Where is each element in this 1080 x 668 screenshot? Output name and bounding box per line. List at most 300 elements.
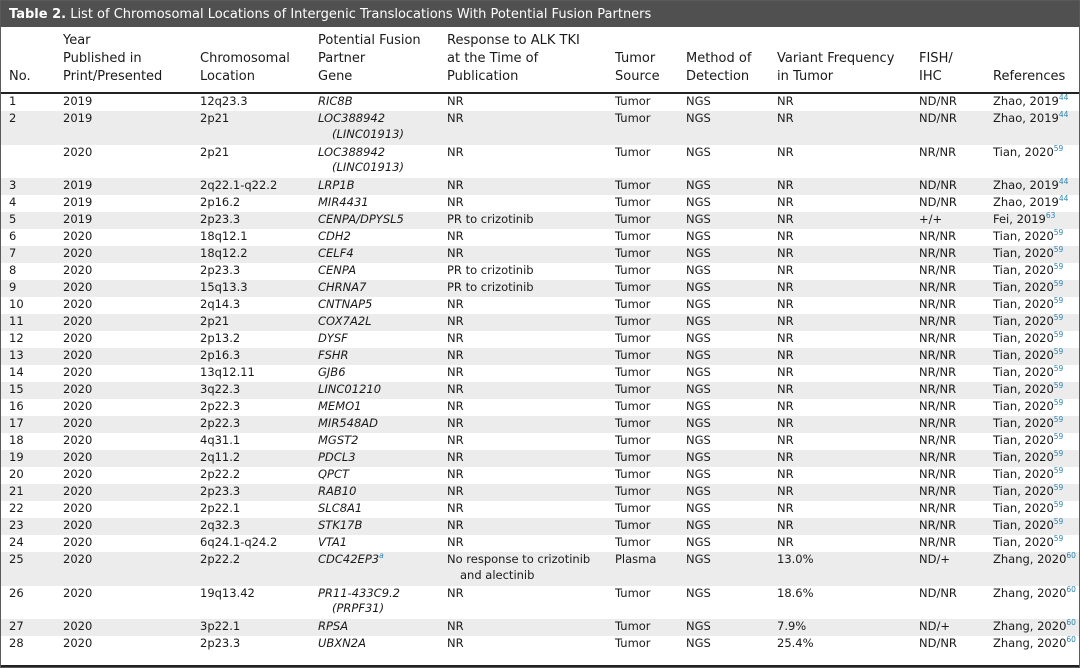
cell-source [615,365,686,382]
gene-name: QPCT [318,467,350,481]
gene-name: PDCL3 [318,450,356,464]
location-value: 2p16.3 [200,348,241,362]
cell-reference [993,314,1079,331]
cell-response [447,111,615,145]
cell-gene [318,450,447,467]
cell-source [615,399,686,416]
citation-link[interactable]: 59 [1053,347,1064,356]
citation-link[interactable]: 59 [1053,449,1064,458]
gene-name: LINC01210 [318,382,382,396]
table-row [1,314,1079,331]
row-number: 18 [9,433,24,447]
cell-fish [919,145,993,179]
response-value: NR [447,111,464,125]
table-row [1,297,1079,314]
cell-method [686,195,777,212]
table-row [1,212,1079,229]
citation-link[interactable]: 59 [1053,483,1064,492]
frequency-value: 18.6% [777,585,814,600]
cell-method [686,246,777,263]
cell-method [686,518,777,535]
location-value: 2p13.2 [200,331,241,345]
cell-source [615,297,686,314]
column-header-line: Method of [686,51,752,66]
cell-gene [318,619,447,636]
cell-fish [919,246,993,263]
row-number: 27 [9,619,24,633]
data-table [1,27,1079,653]
location-value: 19q13.42 [200,585,255,600]
cell-source [615,263,686,280]
cell-location [200,93,318,111]
cell-gene [318,586,447,620]
cell-reference [993,467,1079,484]
source-value: Tumor [615,144,651,159]
cell-gene [318,518,447,535]
cell-reference [993,535,1079,552]
cell-reference [993,416,1079,433]
citation-link[interactable]: 59 [1053,466,1064,475]
cell-frequency [777,382,919,399]
gene-name: PR11-433C9.2 [318,585,400,600]
reference-text: Tian, 2020 [993,518,1054,532]
citation-link[interactable]: 44 [1058,110,1069,119]
column-header-line: Partner [318,51,366,66]
cell-frequency [777,636,919,653]
location-value: 2p23.3 [200,484,241,498]
column-header [686,27,777,93]
cell-fish [919,365,993,382]
reference-text: Tian, 2020 [993,246,1054,260]
table-row [1,178,1079,195]
cell-fish [919,314,993,331]
source-value: Tumor [615,433,651,447]
cell-method [686,552,777,586]
frequency-value: 13.0% [777,552,814,566]
column-header [919,27,993,93]
citation-link[interactable]: 63 [1045,211,1056,220]
gene-name: CDH2 [318,229,351,243]
fish-ihc-value: NR/NR [919,331,957,345]
fish-ihc-value: ND/NR [919,178,957,192]
frequency-value: NR [777,535,794,549]
method-value: NGS [686,297,711,311]
year-value: 2020 [63,348,93,362]
cell-year [63,416,200,433]
citation-link[interactable]: 59 [1053,398,1064,407]
cell-reference [993,433,1079,450]
cell-gene [318,535,447,552]
cell-fish [919,399,993,416]
cell-location [200,297,318,314]
cell-year [63,636,200,653]
gene-name: LOC388942 [318,111,386,125]
fish-ihc-value: NR/NR [919,314,957,328]
cell-frequency [777,552,919,586]
cell-frequency [777,586,919,620]
cell-no [1,636,63,653]
cell-no [1,297,63,314]
cell-method [686,467,777,484]
cell-no [1,450,63,467]
cell-year [63,484,200,501]
gene-name: LOC388942 [318,144,386,159]
cell-method [686,399,777,416]
cell-source [615,501,686,518]
table-row [1,467,1079,484]
cell-response [447,450,615,467]
cell-reference [993,178,1079,195]
cell-gene [318,212,447,229]
location-value: 2p23.3 [200,636,241,650]
row-number: 10 [9,297,24,311]
column-header-line: Print/Presented [63,69,163,84]
citation-link[interactable]: 59 [1053,415,1064,424]
cell-location [200,450,318,467]
cell-year [63,501,200,518]
gene-name: CENPA/DPYSL5 [318,212,404,226]
cell-no [1,145,63,179]
source-value: Tumor [615,331,651,345]
fish-ihc-value: NR/NR [919,450,957,464]
table-row [1,450,1079,467]
response-value: NR [447,585,464,600]
method-value: NGS [686,314,711,328]
year-value: 2020 [63,552,93,566]
cell-source [615,619,686,636]
cell-response [447,467,615,484]
cell-fish [919,93,993,111]
cell-reference [993,586,1079,620]
citation-link[interactable]: 44 [1058,194,1069,203]
cell-fish [919,382,993,399]
column-header-line: Chromosomal [200,51,290,66]
source-value: Plasma [615,552,657,566]
gene-name: RAB10 [318,484,357,498]
row-number: 4 [9,195,17,209]
cell-location [200,229,318,246]
cell-reference [993,450,1079,467]
cell-frequency [777,484,919,501]
cell-location [200,263,318,280]
cell-frequency [777,399,919,416]
row-number: 9 [9,280,17,294]
citation-link[interactable]: 59 [1053,296,1064,305]
year-value: 2020 [63,280,93,294]
year-value: 2020 [63,518,93,532]
footnote-marker[interactable]: a [379,551,384,560]
table-title-bar [1,1,1079,27]
citation-link[interactable]: 60 [1066,551,1076,560]
method-value: NGS [686,178,711,192]
gene-name: MIR548AD [318,416,378,430]
cell-reference [993,246,1079,263]
cell-no [1,331,63,348]
fish-ihc-value: NR/NR [919,348,957,362]
reference-text: Zhao, 2019 [993,178,1059,192]
cell-reference [993,331,1079,348]
cell-method [686,586,777,620]
cell-location [200,246,318,263]
citation-link[interactable]: 60 [1066,618,1076,627]
location-value: 2p22.3 [200,399,241,413]
cell-source [615,111,686,145]
source-value: Tumor [615,535,651,549]
table-header [1,27,1079,93]
source-value: Tumor [615,246,651,260]
cell-gene [318,229,447,246]
cell-frequency [777,331,919,348]
cell-no [1,246,63,263]
method-value: NGS [686,552,711,566]
cell-source [615,246,686,263]
cell-frequency [777,178,919,195]
cell-no [1,484,63,501]
cell-frequency [777,297,919,314]
reference-text: Tian, 2020 [993,382,1054,396]
location-value: 18q12.1 [200,229,248,243]
gene-name: DYSF [318,331,348,345]
cell-year [63,145,200,179]
row-number: 28 [9,636,24,650]
cell-reference [993,518,1079,535]
cell-no [1,93,63,111]
response-value: NR [447,636,464,650]
gene-alias: (PRPF31) [332,601,385,615]
table-row [1,636,1079,653]
table-row [1,501,1079,518]
method-value: NGS [686,518,711,532]
year-value: 2020 [63,144,93,159]
source-value: Tumor [615,314,651,328]
fish-ihc-value: NR/NR [919,246,957,260]
cell-source [615,348,686,365]
cell-source [615,93,686,111]
location-value: 2p22.2 [200,552,241,566]
cell-source [615,433,686,450]
method-value: NGS [686,399,711,413]
table-row [1,229,1079,246]
citation-link[interactable]: 59 [1053,517,1064,526]
cell-method [686,484,777,501]
table-row [1,111,1079,145]
source-value: Tumor [615,518,651,532]
citation-link[interactable]: 59 [1053,143,1064,153]
cell-method [686,280,777,297]
frequency-value: NR [777,144,794,159]
cell-year [63,314,200,331]
cell-no [1,552,63,586]
column-header [777,27,919,93]
response-value: NR [447,467,464,481]
response-value: NR [447,195,464,209]
row-number: 7 [9,246,17,260]
year-value: 2020 [63,314,93,328]
cell-gene [318,416,447,433]
cell-reference [993,297,1079,314]
row-number: 24 [9,535,24,549]
cell-location [200,195,318,212]
frequency-value: NR [777,518,794,532]
reference-text: Tian, 2020 [993,348,1054,362]
cell-response [447,535,615,552]
cell-method [686,535,777,552]
column-header-line: Published in [63,51,142,66]
cell-gene [318,93,447,111]
cell-gene [318,246,447,263]
cell-method [686,636,777,653]
cell-fish [919,619,993,636]
cell-no [1,365,63,382]
frequency-value: NR [777,450,794,464]
response-value: NR [447,331,464,345]
cell-location [200,636,318,653]
fish-ihc-value: NR/NR [919,297,957,311]
citation-link[interactable]: 59 [1053,432,1064,441]
gene-name: UBXN2A [318,636,366,650]
table-row [1,263,1079,280]
response-value: NR [447,382,464,396]
cell-location [200,467,318,484]
cell-frequency [777,535,919,552]
cell-frequency [777,195,919,212]
response-value: NR [447,246,464,260]
cell-no [1,229,63,246]
source-value: Tumor [615,195,651,209]
citation-link[interactable]: 59 [1053,534,1064,543]
method-value: NGS [686,94,711,108]
cell-fish [919,297,993,314]
fish-ihc-value: NR/NR [919,501,957,515]
fish-ihc-value: NR/NR [919,535,957,549]
cell-method [686,348,777,365]
citation-link[interactable]: 59 [1053,279,1064,288]
cell-reference [993,484,1079,501]
cell-response [447,586,615,620]
cell-response [447,280,615,297]
cell-reference [993,229,1079,246]
cell-source [615,636,686,653]
location-value: 3p22.1 [200,619,241,633]
cell-year [63,280,200,297]
column-header-line: References [993,69,1066,84]
reference-text: Tian, 2020 [993,450,1054,464]
column-header-line: Location [200,69,255,84]
cell-frequency [777,212,919,229]
cell-reference [993,212,1079,229]
cell-method [686,212,777,229]
source-value: Tumor [615,501,651,515]
column-header-line: Gene [318,69,353,84]
method-value: NGS [686,331,711,345]
citation-link[interactable]: 60 [1066,584,1076,594]
cell-location [200,416,318,433]
cell-fish [919,518,993,535]
cell-frequency [777,619,919,636]
citation-link[interactable]: 44 [1058,93,1069,102]
gene-name: RIC8B [318,94,353,108]
cell-response [447,518,615,535]
citation-link[interactable]: 60 [1066,635,1076,644]
fish-ihc-value: ND/NR [919,111,957,125]
citation-link[interactable]: 59 [1053,500,1064,509]
column-header-line: Year [63,33,91,48]
citation-link[interactable]: 59 [1053,262,1064,271]
response-value: NR [447,399,464,413]
citation-link[interactable]: 44 [1058,177,1069,186]
cell-fish [919,433,993,450]
frequency-value: NR [777,331,794,345]
cell-frequency [777,145,919,179]
cell-frequency [777,348,919,365]
cell-source [615,484,686,501]
method-value: NGS [686,144,711,159]
cell-gene [318,636,447,653]
fish-ihc-value: NR/NR [919,365,957,379]
cell-year [63,467,200,484]
citation-link[interactable]: 59 [1053,330,1064,339]
cell-reference [993,501,1079,518]
column-header-line: Publication [447,69,519,84]
table-row [1,348,1079,365]
cell-response [447,399,615,416]
cell-year [63,518,200,535]
fish-ihc-value: NR/NR [919,467,957,481]
row-number: 14 [9,365,24,379]
frequency-value: NR [777,280,794,294]
year-value: 2020 [63,636,93,650]
cell-no [1,467,63,484]
cell-gene [318,484,447,501]
frequency-value: NR [777,433,794,447]
citation-link[interactable]: 59 [1053,381,1064,390]
response-value: NR [447,501,464,515]
cell-response [447,263,615,280]
cell-year [63,433,200,450]
citation-link[interactable]: 59 [1053,228,1064,237]
column-header [200,27,318,93]
cell-year [63,382,200,399]
cell-no [1,518,63,535]
gene-name: CENPA [318,263,357,277]
source-value: Tumor [615,365,651,379]
location-value: 2p22.3 [200,416,241,430]
citation-link[interactable]: 59 [1053,313,1064,322]
year-value: 2020 [63,331,93,345]
cell-frequency [777,450,919,467]
cell-source [615,586,686,620]
gene-name: FSHR [318,348,349,362]
cell-method [686,450,777,467]
location-value: 2p21 [200,314,230,328]
cell-response [447,93,615,111]
source-value: Tumor [615,416,651,430]
column-header-line: Response to ALK TKI [447,33,580,48]
cell-location [200,365,318,382]
method-value: NGS [686,416,711,430]
cell-fish [919,178,993,195]
table-row [1,93,1079,111]
cell-fish [919,348,993,365]
table-label: Table 2. [9,7,67,22]
citation-link[interactable]: 59 [1053,364,1064,373]
location-value: 15q13.3 [200,280,248,294]
location-value: 2p22.2 [200,467,241,481]
gene-name: MGST2 [318,433,359,447]
table-row [1,552,1079,586]
reference-text: Zhang, 2020 [993,552,1067,566]
citation-link[interactable]: 59 [1053,245,1064,254]
